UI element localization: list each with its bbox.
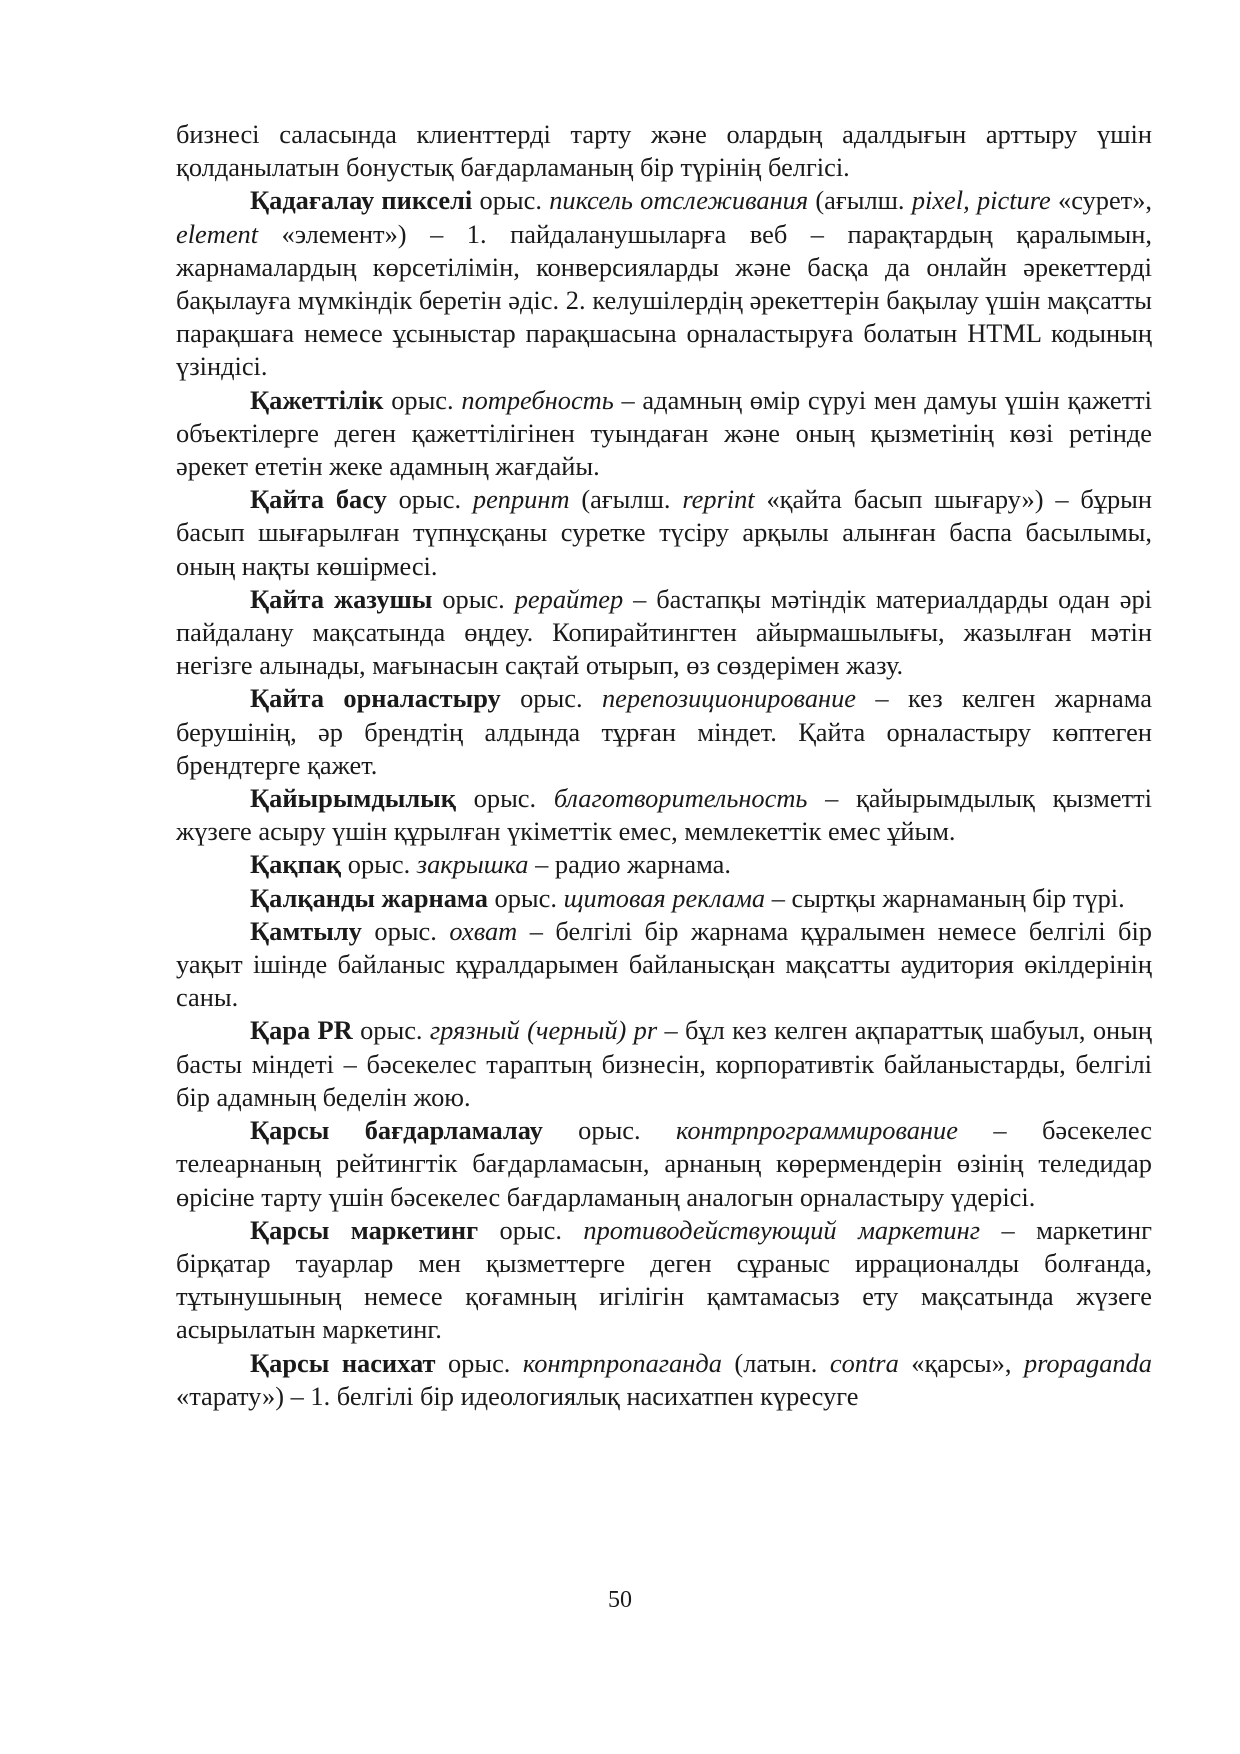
entry-term: Қара PR [250,1015,353,1046]
glossary-entry [176,848,1152,881]
page-number: 50 [608,1587,632,1613]
glossary-entry [176,384,1152,484]
entry-italic: перепозиционирование [601,683,857,714]
entry-text: (ағылш. [569,484,683,515]
entry-text: «тарату») – 1. белгілі бір идеологиялық насихатпен күресуге [176,1380,859,1411]
entry-italic: контрпропаганда [522,1347,722,1378]
entry-term: Қамтылу [250,915,362,946]
entry-term: Қадағалау пикселі [250,185,473,216]
glossary-entry [176,1114,1152,1214]
entry-text: – сыртқы жарнаманың бір түрі. [765,882,1125,913]
entry-text: – бәсекелес телеарнаның рейтингтік бағдарламасын, арнаның көрермендерін өзінің теледидар өрісіне тарту үшін бәсекелес бағдарламаның аналогын орналастыру үдерісі. [176,1115,1152,1212]
glossary-entry [176,583,1152,683]
entry-text: орыс. [542,1115,677,1146]
entry-italic: контрпрограммирование [676,1115,958,1146]
entry-term: Қайта басу [250,484,387,515]
glossary-entry [176,882,1152,915]
entry-text: – қайырымдылық қызметті жүзеге асыру үшін құрылған үкіметтік емес, мемлекеттік емес ұйым. [176,783,1152,847]
entry-italic: противодействующий маркетинг [583,1214,980,1245]
entry-italic: рерайтер [514,583,624,614]
entry-text: – радио жарнама. [528,849,731,880]
entry-italic: репринт [472,484,570,515]
entry-term: Қарсы маркетинг [250,1214,479,1245]
glossary-entry [176,1347,1152,1413]
entry-italic: потребность [461,384,614,415]
entry-italic: pixel, picture [911,185,1051,216]
entry-italic: охват [449,915,518,946]
entry-text: – бұл кез келген ақпараттық шабуыл, оның басты міндеті – бәсекелес тараптың бизнесін, корпоративтік байланыстарды, белгілі бір адамның беделін жою. [176,1015,1152,1112]
entry-term: Қайта жазушы [250,583,433,614]
intro-paragraph: бизнесі саласында клиенттерді тарту және олардың адалдығын арттыру үшін қолданылатын бонустық бағдарламаның бір түрінің белгісі. [176,119,1152,183]
entry-text: орыс. [455,783,554,814]
entry-term: Қайырымдылық [250,783,456,814]
entry-term: Қарсы бағдарламалау [250,1115,543,1146]
entry-text: орыс. [352,1015,430,1046]
entry-text: орыс. [472,185,550,216]
entry-text: «қайта басып шығару») – бұрын басып шығарылған түпнұсқаны суретке түсіру арқылы алынған баспа басылымы, оның нақты көшірмесі. [176,484,1153,581]
entry-italic: пиксель отслеживания [549,185,809,216]
entry-italic: contra [829,1347,899,1378]
entry-term: Қалқанды жарнама [250,882,488,913]
glossary-entry [176,483,1152,583]
entry-term: Қақпақ [250,849,342,880]
entry-term: Қажеттілік [250,384,384,415]
entry-italic: element [176,218,259,249]
entry-text: орыс. [432,583,515,614]
entry-text: – кез келген жарнама берушінің, әр брендтің алдында тұрған міндет. Қайта орналастыру көптеген брендтерге қажет. [176,683,1152,780]
document-page [176,118,1152,1413]
entry-term: Қайта орналастыру [250,683,501,714]
entry-italic: закрышка [416,849,529,880]
entry-text: – адамның өмір сүруі мен дамуы үшін қажетті объектілерге деген қажеттілігінен туындаған және оның қызметінің көзі ретінде әрекет ететін жеке адамның жағдайы. [176,384,1152,482]
glossary-entry [176,915,1152,1015]
glossary-entry [176,682,1152,782]
entry-text: орыс. [500,683,602,714]
entry-text: (ағылш. [808,185,912,216]
entry-term: Қарсы насихат [250,1347,436,1378]
entry-text: «элемент») – 1. пайдаланушыларға веб – парақтардың қаралымын, жарнамалардың көрсетілімін, конверсияларды және басқа да онлайн әрекеттерді бақылауға мүмкіндік беретін әдіс. 2. келушілердің әрекеттерін бақылау үшін мақсатты парақшаға немесе ұсыныстар парақшасына орналастыруға болатын HTML кодының үзіндісі. [176,218,1152,382]
entry-text: орыс. [386,484,473,515]
entry-text: (латын. [721,1347,830,1378]
entry-text: – белгілі бір жарнама құралымен немесе белгілі бір уақыт ішінде байланыс құралдарымен байланысқан мақсатты аудитория өкілдерінің саны. [176,915,1152,1013]
entry-text: орыс. [478,1214,584,1245]
entry-italic: благотворительность [553,783,808,814]
entry-text: орыс. [341,849,417,880]
entry-italic: щитовая реклама [563,882,766,913]
entry-italic: propaganda [1023,1347,1152,1378]
glossary-entry [176,1014,1152,1114]
entry-italic: грязный (черный) pr [429,1015,658,1046]
entry-text: «қарсы», [898,1347,1024,1378]
glossary-entry [176,782,1152,848]
glossary-entry [176,1214,1152,1347]
entry-text: – маркетинг бірқатар тауарлар мен қызметтерге деген сұраныс иррационалды болғанда, тұтынушының немесе қоғамның игілігін қамтамасыз ету мақсатында жүзеге асырылатын маркетинг. [176,1214,1152,1345]
entry-text: – бастапқы мәтіндік материалдарды одан әрі пайдалану мақсатында өңдеу. Копирайтингтен айырмашылығы, жазылған мәтін негізге алынады, мағынасын сақтай отырып, өз сөздерімен жазу. [176,583,1152,681]
glossary-entry [176,184,1152,383]
entry-text: орыс. [361,915,450,946]
entry-italic: reprint [682,484,755,515]
glossary-entries [176,184,1152,1413]
entry-text: орыс. [435,1347,523,1378]
entry-text: орыс. [487,882,564,913]
entry-text: орыс. [383,384,462,415]
entry-text: «сурет», [1050,185,1152,216]
